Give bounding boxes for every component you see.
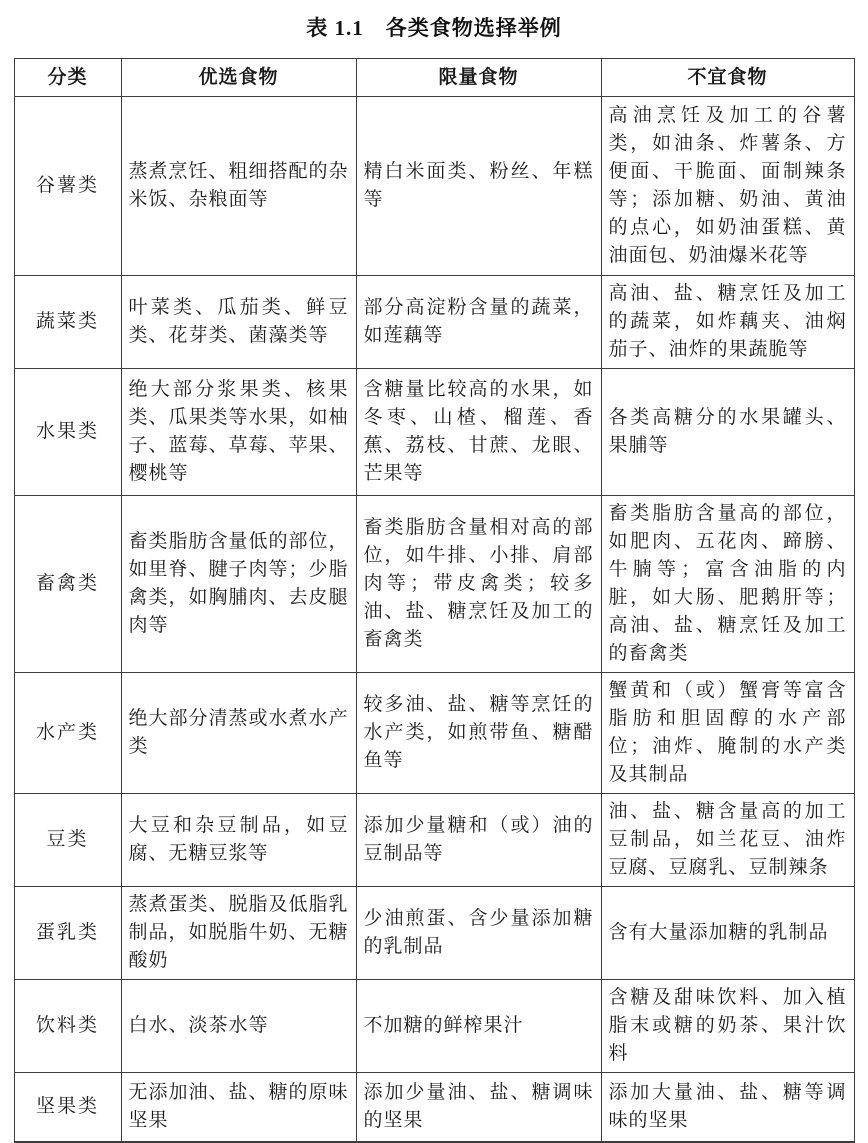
table-row bbox=[14, 276, 854, 369]
header-preferred: 优选食物 bbox=[121, 59, 356, 97]
category-cell: 谷薯类 bbox=[14, 97, 121, 276]
category-cell: 蛋乳类 bbox=[14, 887, 121, 980]
category-cell: 饮料类 bbox=[14, 980, 121, 1073]
preferred-cell: 无添加油、盐、糖的原味坚果 bbox=[121, 1073, 356, 1142]
avoid-cell: 蟹黄和（或）蟹膏等富含脂肪和胆固醇的水产部位；油炸、腌制的水产类及其制品 bbox=[601, 673, 854, 794]
table-title: 表 1.1 各类食物选择举例 bbox=[306, 16, 562, 40]
avoid-cell: 各类高糖分的水果罐头、果脯等 bbox=[601, 369, 854, 496]
table-row bbox=[14, 97, 854, 276]
limited-cell: 添加少量油、盐、糖调味的坚果 bbox=[356, 1073, 601, 1142]
category-cell: 畜禽类 bbox=[14, 496, 121, 673]
preferred-cell: 大豆和杂豆制品，如豆腐、无糖豆浆等 bbox=[121, 794, 356, 887]
category-cell: 水果类 bbox=[14, 369, 121, 496]
table-body bbox=[14, 97, 854, 1142]
table-row bbox=[14, 887, 854, 980]
category-cell: 水产类 bbox=[14, 673, 121, 794]
limited-cell: 部分高淀粉含量的蔬菜，如莲藕等 bbox=[356, 276, 601, 369]
limited-cell: 含糖量比较高的水果，如冬枣、山楂、榴莲、香蕉、荔枝、甘蔗、龙眼、芒果等 bbox=[356, 369, 601, 496]
limited-cell: 较多油、盐、糖等烹饪的水产类，如煎带鱼、糖醋鱼等 bbox=[356, 673, 601, 794]
avoid-cell: 高油烹饪及加工的谷薯类，如油条、炸薯条、方便面、干脆面、面制辣条等；添加糖、奶油、黄油的点心，如奶油蛋糕、黄油面包、奶油爆米花等 bbox=[601, 97, 854, 276]
preferred-cell: 白水、淡茶水等 bbox=[121, 980, 356, 1073]
preferred-cell: 蒸煮蛋类、脱脂及低脂乳制品，如脱脂牛奶、无糖酸奶 bbox=[121, 887, 356, 980]
header-category: 分类 bbox=[14, 59, 121, 97]
limited-cell: 添加少量糖和（或）油的豆制品等 bbox=[356, 794, 601, 887]
avoid-cell: 含糖及甜味饮料、加入植脂末或糖的奶茶、果汁饮料 bbox=[601, 980, 854, 1073]
avoid-cell: 含有大量添加糖的乳制品 bbox=[601, 887, 854, 980]
table-header bbox=[14, 59, 854, 97]
header-avoid: 不宜食物 bbox=[601, 59, 854, 97]
table-row bbox=[14, 496, 854, 673]
avoid-cell: 油、盐、糖含量高的加工豆制品，如兰花豆、油炸豆腐、豆腐乳、豆制辣条 bbox=[601, 794, 854, 887]
table-row bbox=[14, 673, 854, 794]
limited-cell: 精白米面类、粉丝、年糕等 bbox=[356, 97, 601, 276]
avoid-cell: 添加大量油、盐、糖等调味的坚果 bbox=[601, 1073, 854, 1142]
preferred-cell: 畜类脂肪含量低的部位，如里脊、腱子肉等；少脂禽类，如胸脯肉、去皮腿肉等 bbox=[121, 496, 356, 673]
preferred-cell: 绝大部分浆果类、核果类、瓜果类等水果，如柚子、蓝莓、草莓、苹果、樱桃等 bbox=[121, 369, 356, 496]
limited-cell: 不加糖的鲜榨果汁 bbox=[356, 980, 601, 1073]
preferred-cell: 叶菜类、瓜茄类、鲜豆类、花芽类、菌藻类等 bbox=[121, 276, 356, 369]
limited-cell: 畜类脂肪含量相对高的部位，如牛排、小排、肩部肉等；带皮禽类；较多油、盐、糖烹饪及加工的畜禽类 bbox=[356, 496, 601, 673]
preferred-cell: 绝大部分清蒸或水煮水产类 bbox=[121, 673, 356, 794]
limited-cell: 少油煎蛋、含少量添加糖的乳制品 bbox=[356, 887, 601, 980]
category-cell: 坚果类 bbox=[14, 1073, 121, 1142]
avoid-cell: 畜类脂肪含量高的部位，如肥肉、五花肉、蹄膀、牛腩等；富含油脂的内脏，如大肠、肥鹅肝等；高油、盐、糖烹饪及加工的畜禽类 bbox=[601, 496, 854, 673]
avoid-cell: 高油、盐、糖烹饪及加工的蔬菜，如炸藕夹、油焖茄子、油炸的果蔬脆等 bbox=[601, 276, 854, 369]
header-limited: 限量食物 bbox=[356, 59, 601, 97]
header-row bbox=[14, 59, 854, 97]
food-selection-table bbox=[14, 58, 855, 1143]
table-row bbox=[14, 1073, 854, 1142]
category-cell: 豆类 bbox=[14, 794, 121, 887]
preferred-cell: 蒸煮烹饪、粗细搭配的杂米饭、杂粮面等 bbox=[121, 97, 356, 276]
table-row bbox=[14, 369, 854, 496]
category-cell: 蔬菜类 bbox=[14, 276, 121, 369]
table-row bbox=[14, 794, 854, 887]
table-row bbox=[14, 980, 854, 1073]
